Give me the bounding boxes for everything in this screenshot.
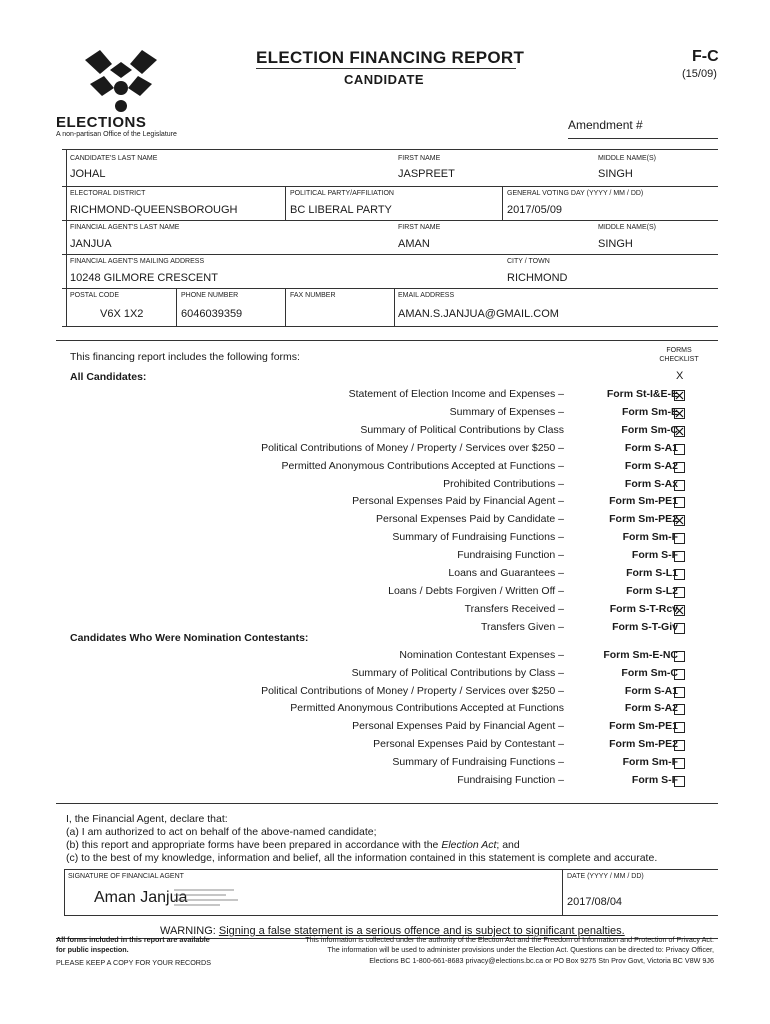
form-row-code: Form S-F — [631, 549, 678, 562]
footer-privacy-3: Elections BC 1-800-661-8683 privacy@elections.bc.ca or PO Box 9275 Stn Prov Govt, Victoria BC V8W 9J6 — [369, 956, 714, 965]
voting-day-field[interactable]: 2017/05/09 — [507, 204, 563, 216]
col-divider — [285, 288, 286, 326]
forms-checklist-header: FORMS CHECKLIST — [659, 347, 699, 363]
date-field[interactable]: 2017/08/04 — [567, 896, 623, 908]
title-underline — [256, 68, 516, 69]
org-name: ELECTIONS — [56, 114, 147, 131]
form-row-code: Form S-A2 — [624, 702, 678, 715]
form-revision-date: (15/09) — [682, 68, 717, 80]
form-row-description: Fundraising Function – — [457, 549, 564, 562]
date-label: DATE (YYYY / MM / DD) — [567, 873, 644, 880]
form-checkbox[interactable] — [674, 669, 685, 680]
form-checkbox[interactable] — [674, 462, 685, 473]
candidate-last-name-field[interactable]: JOHAL — [70, 168, 106, 180]
form-row-description: Loans / Debts Forgiven / Written Off – — [388, 584, 564, 597]
form-checkbox[interactable] — [674, 426, 685, 437]
agent-last-name-field[interactable]: JANJUA — [70, 238, 112, 250]
form-row-description: Personal Expenses Paid by Financial Agent – — [352, 720, 564, 733]
phone-field[interactable]: 6046039359 — [181, 308, 243, 320]
report-subtitle: CANDIDATE — [344, 72, 425, 87]
warning-text: WARNING: Signing a false statement is a serious offence and is subject to significant penalties. — [160, 925, 625, 937]
form-row-code: Form Sm-F — [622, 531, 678, 544]
form-checkbox[interactable] — [674, 569, 685, 580]
party-label: POLITICAL PARTY/AFFILIATION — [290, 190, 394, 197]
form-row-description: Transfers Given – — [480, 620, 564, 633]
digital-signature-stamp — [172, 887, 242, 909]
row-divider — [62, 254, 718, 255]
forms-intro: This financing report includes the following forms: — [70, 351, 300, 363]
signature-box-divider — [562, 869, 563, 915]
form-checkbox[interactable] — [674, 515, 685, 526]
form-row-description: Transfers Received – — [464, 602, 564, 615]
form-row-description: Summary of Fundraising Functions – — [392, 755, 564, 768]
form-row-code: Form Sm-E — [621, 405, 678, 418]
form-row-description: Personal Expenses Paid by Financial Agent – — [352, 495, 564, 508]
amendment-line — [568, 138, 718, 139]
signature-label: SIGNATURE OF FINANCIAL AGENT — [68, 873, 184, 880]
declaration-line-1: I, the Financial Agent, declare that: — [66, 813, 228, 825]
signature-box-bottom — [64, 915, 718, 916]
form-row-description: Political Contributions of Money / Property / Services over $250 – — [261, 441, 564, 454]
candidate-first-name-field[interactable]: JASPREET — [398, 168, 455, 180]
form-row-code: Form S-A2 — [624, 459, 678, 472]
footer-privacy-1: This information is collected under the authority of the Election Act and the Freedom of Information and Protection of Privacy Act. — [305, 935, 714, 944]
electoral-district-label: ELECTORAL DISTRICT — [70, 190, 146, 197]
form-row-code: Form S-A1 — [624, 684, 678, 697]
form-row-code: Form Sm-E-NC — [603, 649, 678, 661]
form-row-code: Form S-L2 — [626, 584, 678, 597]
candidate-middle-name-label: MIDDLE NAME(S) — [598, 155, 656, 162]
agent-first-name-field[interactable]: AMAN — [398, 238, 430, 250]
footer-left-1: All forms included in this report are available — [56, 935, 210, 944]
form-checkbox[interactable] — [674, 587, 685, 598]
agent-address-label: FINANCIAL AGENT'S MAILING ADDRESS — [70, 258, 205, 265]
form-row-description: Summary of Fundraising Functions – — [392, 531, 564, 544]
form-checkbox[interactable] — [674, 605, 685, 616]
form-checkbox[interactable] — [674, 758, 685, 769]
form-checkbox[interactable] — [674, 740, 685, 751]
col-divider — [394, 288, 395, 326]
form-row-code: Form Sm-PE1 — [609, 495, 678, 508]
fax-label: FAX NUMBER — [290, 292, 336, 299]
form-row-code: Form Sm-C — [621, 423, 678, 436]
form-row-code: Form Sm-F — [622, 755, 678, 768]
col-divider — [285, 186, 286, 220]
form-row-description: Political Contributions of Money / Property / Services over $250 – — [261, 684, 564, 697]
postal-code-label: POSTAL CODE — [70, 292, 120, 299]
form-row-description: Permitted Anonymous Contributions Accepted at Functions – — [281, 459, 564, 472]
agent-last-name-label: FINANCIAL AGENT'S LAST NAME — [70, 224, 180, 231]
email-label: EMAIL ADDRESS — [398, 292, 455, 299]
form-row-code: Form Sm-C — [621, 666, 678, 679]
form-row-code: Form S-Ax — [624, 477, 678, 490]
form-checkbox[interactable] — [674, 651, 685, 662]
signature-box-top — [64, 869, 718, 870]
forms-block-top — [56, 340, 718, 341]
declaration-line-2: (a) I am authorized to act on behalf of the above-named candidate; — [66, 826, 377, 838]
col-divider — [502, 186, 503, 220]
candidate-middle-name-field[interactable]: SINGH — [598, 168, 633, 180]
form-row-code: Form Sm-PE1 — [609, 720, 678, 733]
form-row-code: Form S-L1 — [626, 567, 678, 579]
form-row-code: Form S-A1 — [624, 441, 678, 454]
footer-left-2: for public inspection. — [56, 945, 129, 954]
party-field[interactable]: BC LIBERAL PARTY — [290, 204, 392, 216]
org-tagline: A non-partisan Office of the Legislature — [56, 131, 177, 138]
checklist-mark: X — [676, 370, 684, 382]
form-row-code: Form St-I&E-E — [606, 388, 678, 400]
signature-box-left — [64, 869, 65, 915]
row-divider — [62, 186, 718, 187]
report-title: ELECTION FINANCING REPORT — [256, 48, 525, 67]
form-checkbox[interactable] — [674, 551, 685, 562]
form-row-description: Permitted Anonymous Contributions Accepted at Functions — [290, 702, 564, 715]
id-block-top — [62, 149, 718, 150]
form-row-code: Form S-T-Giv — [612, 620, 678, 633]
declaration-line-4: (c) to the best of my knowledge, information and belief, all the information contained in this statement is complete and accurate. — [66, 852, 658, 864]
agent-middle-name-label: MIDDLE NAME(S) — [598, 224, 656, 231]
form-checkbox[interactable] — [674, 623, 685, 634]
electoral-district-field[interactable]: RICHMOND-QUEENSBOROUGH — [70, 204, 238, 216]
form-checkbox[interactable] — [674, 497, 685, 508]
form-checkbox[interactable] — [674, 722, 685, 733]
form-row-description: Statement of Election Income and Expenses – — [348, 388, 564, 400]
form-checkbox[interactable] — [674, 533, 685, 544]
row-divider — [62, 220, 718, 221]
row-divider — [62, 288, 718, 289]
id-block-bottom — [62, 326, 718, 327]
form-row-description: Personal Expenses Paid by Candidate – — [376, 513, 564, 526]
form-checkbox[interactable] — [674, 480, 685, 491]
form-checkbox[interactable] — [674, 687, 685, 698]
declaration-line-3: (b) this report and appropriate forms have been prepared in accordance with the Election Act; and — [66, 839, 520, 851]
form-checkbox[interactable] — [674, 704, 685, 715]
footer-left-3: PLEASE KEEP A COPY FOR YOUR RECORDS — [56, 958, 211, 967]
form-row-description: Summary of Political Contributions by Class – — [351, 666, 564, 679]
form-checkbox[interactable] — [674, 390, 685, 401]
form-row-description: Summary of Expenses – — [449, 405, 564, 418]
email-field[interactable]: AMAN.S.JANJUA@GMAIL.COM — [398, 308, 559, 320]
contestants-heading: Candidates Who Were Nomination Contestants: — [70, 632, 309, 644]
footer-privacy-2: The information will be used to administer provisions under the Election Act. Questions can be directed to: Privacy Officer, — [327, 945, 714, 954]
id-block-left — [66, 149, 67, 326]
agent-middle-name-field[interactable]: SINGH — [598, 238, 633, 250]
form-code: F-C — [692, 48, 719, 65]
forms-block-bottom — [56, 803, 718, 804]
agent-first-name-label: FIRST NAME — [398, 224, 441, 231]
form-row-description: Loans and Guarantees – — [448, 567, 564, 579]
form-checkbox[interactable] — [674, 444, 685, 455]
form-row-code: Form S-F — [631, 773, 678, 786]
form-row-description: Nomination Contestant Expenses – — [399, 649, 564, 661]
agent-address-field[interactable]: 10248 GILMORE CRESCENT — [70, 272, 218, 284]
signature-field[interactable]: Aman Janjua — [94, 889, 188, 906]
phone-label: PHONE NUMBER — [181, 292, 239, 299]
form-row-code: Form S-T-Rcv — [609, 602, 678, 615]
voting-day-label: GENERAL VOTING DAY (YYYY / MM / DD) — [507, 190, 644, 197]
form-checkbox[interactable] — [674, 776, 685, 787]
candidate-last-name-label: CANDIDATE'S LAST NAME — [70, 155, 158, 162]
all-candidates-heading: All Candidates: — [70, 371, 147, 383]
form-row-description: Fundraising Function – — [457, 773, 564, 786]
form-row-code: Form Sm-PE2 — [609, 513, 678, 526]
agent-city-label: CITY / TOWN — [507, 258, 550, 265]
form-row-description: Personal Expenses Paid by Contestant – — [373, 738, 564, 750]
form-row-code: Form Sm-PE2 — [609, 738, 678, 750]
agent-city-field[interactable]: RICHMOND — [507, 272, 568, 284]
amendment-label: Amendment # — [568, 118, 643, 132]
form-row-description: Prohibited Contributions – — [443, 477, 564, 490]
form-checkbox[interactable] — [674, 408, 685, 419]
col-divider — [176, 288, 177, 326]
candidate-first-name-label: FIRST NAME — [398, 155, 441, 162]
elections-bc-logo — [80, 48, 162, 116]
postal-code-field[interactable]: V6X 1X2 — [100, 308, 144, 320]
form-row-description: Summary of Political Contributions by Class — [360, 423, 564, 436]
